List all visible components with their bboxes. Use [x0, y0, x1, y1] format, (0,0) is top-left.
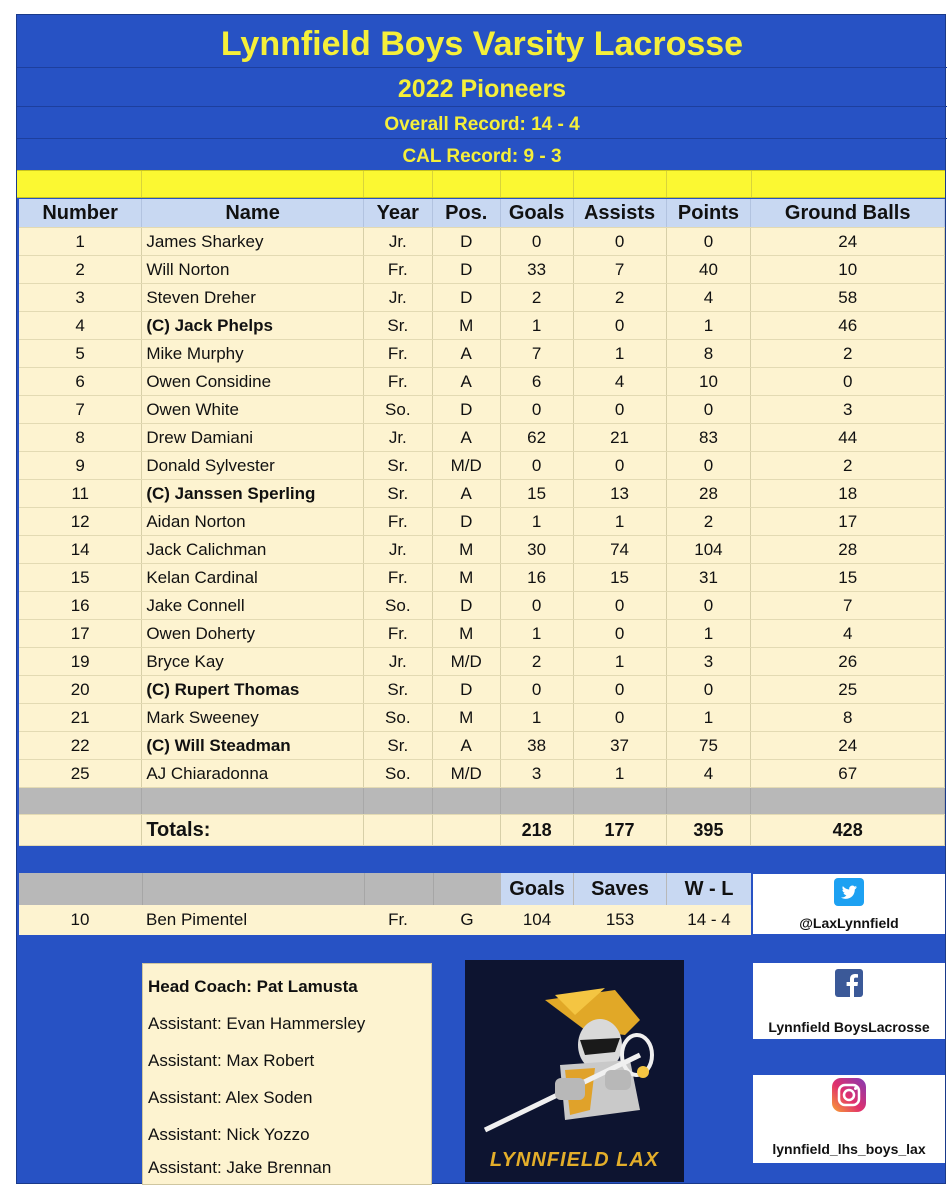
cell-goals: 2	[500, 284, 573, 312]
goalie-number: 10	[70, 910, 90, 929]
table-row	[19, 676, 945, 704]
cell-year: Fr.	[363, 564, 432, 592]
goalie-wl: 14 - 4	[687, 910, 731, 929]
cell-points: 3	[666, 648, 751, 676]
cell-points: 2	[666, 508, 751, 536]
cell-name: Jake Connell	[142, 592, 364, 620]
cell-number: 6	[19, 368, 142, 396]
cell-pos: A	[432, 424, 500, 452]
cell-pos: A	[432, 480, 500, 508]
cell-name: Drew Damiani	[142, 424, 364, 452]
cell-points: 0	[666, 228, 751, 256]
total-goals: 218	[500, 815, 573, 846]
col-header-assists: Assists	[573, 199, 666, 228]
cell-assists: 1	[573, 340, 666, 368]
instagram-handle[interactable]: lynnfield_lhs_boys_lax	[772, 1141, 926, 1157]
divider	[17, 106, 947, 107]
team-logo	[465, 960, 684, 1182]
cell-number: 1	[19, 228, 142, 256]
cell-ground-balls: 24	[751, 732, 945, 760]
roster-table	[19, 199, 945, 846]
cell-pos: M	[432, 620, 500, 648]
cell-points: 4	[666, 760, 751, 788]
cell-assists: 0	[573, 704, 666, 732]
cell-assists: 74	[573, 536, 666, 564]
instagram-icon	[831, 1077, 867, 1113]
pioneer-mascot-icon	[465, 960, 684, 1140]
cell-goals: 1	[500, 508, 573, 536]
table-row	[19, 340, 945, 368]
cell-year: Sr.	[363, 452, 432, 480]
cell-points: 1	[666, 620, 751, 648]
cell-ground-balls: 10	[751, 256, 945, 284]
cell-ground-balls: 26	[751, 648, 945, 676]
cell-ground-balls: 2	[751, 452, 945, 480]
cell-pos: A	[432, 368, 500, 396]
cell-year: Fr.	[363, 508, 432, 536]
col-header-number: Number	[19, 199, 142, 228]
cell-goals: 62	[500, 424, 573, 452]
cell-year: So.	[363, 592, 432, 620]
cell-points: 10	[666, 368, 751, 396]
cell-name: (C) Janssen Sperling	[142, 480, 364, 508]
cell-year: Jr.	[363, 536, 432, 564]
cell-year: Jr.	[363, 228, 432, 256]
cal-record: CAL Record: 9 - 3	[402, 146, 562, 167]
cell-pos: D	[432, 676, 500, 704]
cell-ground-balls: 28	[751, 536, 945, 564]
cell-name: James Sharkey	[142, 228, 364, 256]
twitter-handle[interactable]: @LaxLynnfield	[799, 915, 899, 931]
cell-assists: 0	[573, 312, 666, 340]
cell-points: 75	[666, 732, 751, 760]
logo-text: LYNNFIELD LAX	[489, 1149, 660, 1171]
cell-name: Owen White	[142, 396, 364, 424]
cell-goals: 3	[500, 760, 573, 788]
cell-name: AJ Chiaradonna	[142, 760, 364, 788]
cell-pos: A	[432, 732, 500, 760]
col-header-year: Year	[363, 199, 432, 228]
cell-goals: 38	[500, 732, 573, 760]
table-row	[19, 256, 945, 284]
cell-goals: 2	[500, 648, 573, 676]
cell-name: Bryce Kay	[142, 648, 364, 676]
goalie-name: Ben Pimentel	[146, 910, 248, 929]
goalie-header-wl: W - L	[667, 873, 751, 905]
cell-year: So.	[363, 396, 432, 424]
goalie-year: Fr.	[388, 910, 408, 929]
cell-assists: 7	[573, 256, 666, 284]
table-row	[19, 396, 945, 424]
cell-pos: D	[432, 592, 500, 620]
cell-year: So.	[363, 760, 432, 788]
cell-pos: D	[432, 228, 500, 256]
cell-name: Steven Dreher	[142, 284, 364, 312]
cell-goals: 7	[500, 340, 573, 368]
cell-goals: 30	[500, 536, 573, 564]
goalie-header-saves: Saves	[574, 873, 666, 905]
cell-year: Jr.	[363, 284, 432, 312]
table-row	[19, 452, 945, 480]
page-title: Lynnfield Boys Varsity Lacrosse	[220, 25, 744, 63]
cell-ground-balls: 67	[751, 760, 945, 788]
goalie-saves: 153	[605, 910, 635, 929]
cell-goals: 0	[500, 592, 573, 620]
cell-pos: M/D	[432, 648, 500, 676]
table-row	[19, 424, 945, 452]
cell-points: 1	[666, 704, 751, 732]
cell-number: 16	[19, 592, 142, 620]
cell-number: 14	[19, 536, 142, 564]
table-row	[19, 648, 945, 676]
goalie-goals: 104	[522, 910, 552, 929]
cell-name: Jack Calichman	[142, 536, 364, 564]
cell-points: 0	[666, 592, 751, 620]
cell-pos: M/D	[432, 452, 500, 480]
cell-number: 2	[19, 256, 142, 284]
cell-points: 0	[666, 452, 751, 480]
cell-number: 17	[19, 620, 142, 648]
cell-pos: D	[432, 256, 500, 284]
table-header-row	[19, 199, 945, 228]
cell-name: Kelan Cardinal	[142, 564, 364, 592]
cell-assists: 2	[573, 284, 666, 312]
cell-pos: M	[432, 564, 500, 592]
cell-points: 104	[666, 536, 751, 564]
twitter-icon	[834, 878, 864, 906]
cell-number: 19	[19, 648, 142, 676]
cell-goals: 16	[500, 564, 573, 592]
cell-ground-balls: 7	[751, 592, 945, 620]
cell-pos: M	[432, 704, 500, 732]
cell-pos: A	[432, 340, 500, 368]
cell-assists: 15	[573, 564, 666, 592]
cell-goals: 0	[500, 396, 573, 424]
cell-assists: 0	[573, 228, 666, 256]
cell-ground-balls: 15	[751, 564, 945, 592]
cell-number: 5	[19, 340, 142, 368]
cell-goals: 1	[500, 704, 573, 732]
cell-name: Owen Considine	[142, 368, 364, 396]
cell-number: 8	[19, 424, 142, 452]
cell-goals: 15	[500, 480, 573, 508]
cell-number: 21	[19, 704, 142, 732]
cell-goals: 6	[500, 368, 573, 396]
cell-year: Sr.	[363, 312, 432, 340]
coaches-box	[142, 963, 432, 1185]
table-row	[19, 368, 945, 396]
cell-assists: 0	[573, 396, 666, 424]
facebook-box[interactable]	[753, 963, 945, 1039]
cell-pos: D	[432, 508, 500, 536]
col-header-ground-balls: Ground Balls	[751, 199, 945, 228]
divider	[17, 138, 947, 139]
cell-assists: 37	[573, 732, 666, 760]
cell-ground-balls: 18	[751, 480, 945, 508]
cell-name: Donald Sylvester	[142, 452, 364, 480]
cell-goals: 0	[500, 676, 573, 704]
assistant-coach: Assistant: Evan Hammersley	[148, 1014, 366, 1033]
table-row	[19, 592, 945, 620]
cell-assists: 1	[573, 648, 666, 676]
cell-assists: 0	[573, 676, 666, 704]
assistant-coach: Assistant: Alex Soden	[148, 1088, 313, 1107]
cell-ground-balls: 25	[751, 676, 945, 704]
cell-name: (C) Will Steadman	[142, 732, 364, 760]
cell-name: Owen Doherty	[142, 620, 364, 648]
cell-name: Aidan Norton	[142, 508, 364, 536]
assistant-coach: Assistant: Jake Brennan	[148, 1158, 332, 1177]
cell-year: Jr.	[363, 648, 432, 676]
assistant-coach: Assistant: Max Robert	[148, 1051, 315, 1070]
cell-assists: 1	[573, 508, 666, 536]
cell-goals: 0	[500, 452, 573, 480]
cell-ground-balls: 8	[751, 704, 945, 732]
table-row	[19, 228, 945, 256]
cell-points: 8	[666, 340, 751, 368]
total-label: Totals:	[142, 815, 364, 846]
head-coach: Head Coach: Pat Lamusta	[148, 977, 358, 996]
cell-ground-balls: 4	[751, 620, 945, 648]
cell-name: (C) Jack Phelps	[142, 312, 364, 340]
total-ground-balls: 428	[751, 815, 945, 846]
cell-goals: 33	[500, 256, 573, 284]
cell-ground-balls: 0	[751, 368, 945, 396]
cell-ground-balls: 2	[751, 340, 945, 368]
cell-points: 0	[666, 396, 751, 424]
cell-year: Fr.	[363, 620, 432, 648]
cell-goals: 0	[500, 228, 573, 256]
cell-ground-balls: 44	[751, 424, 945, 452]
cell-year: Sr.	[363, 676, 432, 704]
goalie-position: G	[460, 910, 474, 929]
cell-year: Sr.	[363, 732, 432, 760]
cell-name: Mike Murphy	[142, 340, 364, 368]
cell-year: So.	[363, 704, 432, 732]
cell-ground-balls: 58	[751, 284, 945, 312]
cell-name: (C) Rupert Thomas	[142, 676, 364, 704]
cell-assists: 1	[573, 760, 666, 788]
cell-assists: 21	[573, 424, 666, 452]
total-points: 395	[666, 815, 751, 846]
cell-number: 20	[19, 676, 142, 704]
table-row	[19, 284, 945, 312]
cell-ground-balls: 24	[751, 228, 945, 256]
cell-ground-balls: 3	[751, 396, 945, 424]
overall-record: Overall Record: 14 - 4	[384, 114, 580, 135]
cell-points: 83	[666, 424, 751, 452]
cell-name: Will Norton	[142, 256, 364, 284]
table-row	[19, 508, 945, 536]
col-header-name: Name	[142, 199, 364, 228]
instagram-box[interactable]	[753, 1075, 945, 1163]
assistant-coach: Assistant: Nick Yozzo	[148, 1125, 310, 1144]
cell-number: 9	[19, 452, 142, 480]
cell-number: 11	[19, 480, 142, 508]
table-row	[19, 620, 945, 648]
cell-year: Fr.	[363, 340, 432, 368]
cell-points: 31	[666, 564, 751, 592]
cell-goals: 1	[500, 312, 573, 340]
cell-year: Fr.	[363, 256, 432, 284]
yellow-spacer-row	[17, 170, 945, 198]
cell-name: Mark Sweeney	[142, 704, 364, 732]
cell-year: Fr.	[363, 368, 432, 396]
col-header-points: Points	[666, 199, 751, 228]
spreadsheet	[16, 14, 946, 1184]
cell-points: 0	[666, 676, 751, 704]
cell-number: 4	[19, 312, 142, 340]
season-title: 2022 Pioneers	[397, 75, 567, 103]
cell-number: 12	[19, 508, 142, 536]
cell-pos: M	[432, 536, 500, 564]
cell-number: 22	[19, 732, 142, 760]
table-row	[19, 312, 945, 340]
cell-points: 28	[666, 480, 751, 508]
cell-pos: D	[432, 396, 500, 424]
cell-year: Jr.	[363, 424, 432, 452]
cell-ground-balls: 46	[751, 312, 945, 340]
cell-number: 25	[19, 760, 142, 788]
table-row	[19, 564, 945, 592]
cell-number: 7	[19, 396, 142, 424]
cell-assists: 4	[573, 368, 666, 396]
facebook-icon	[835, 969, 863, 997]
cell-pos: D	[432, 284, 500, 312]
cell-points: 4	[666, 284, 751, 312]
cell-assists: 0	[573, 620, 666, 648]
table-row	[19, 536, 945, 564]
facebook-handle[interactable]: Lynnfield BoysLacrosse	[768, 1019, 930, 1035]
table-row	[19, 732, 945, 760]
cell-pos: M	[432, 312, 500, 340]
total-assists: 177	[573, 815, 666, 846]
cell-year: Sr.	[363, 480, 432, 508]
table-row	[19, 760, 945, 788]
cell-goals: 1	[500, 620, 573, 648]
cell-pos: M/D	[432, 760, 500, 788]
totals-row	[19, 815, 945, 846]
cell-assists: 0	[573, 592, 666, 620]
col-header-goals: Goals	[500, 199, 573, 228]
spacer-row	[19, 788, 945, 815]
cell-points: 1	[666, 312, 751, 340]
cell-assists: 0	[573, 452, 666, 480]
table-row	[19, 704, 945, 732]
divider	[17, 67, 947, 68]
cell-assists: 13	[573, 480, 666, 508]
table-row	[19, 480, 945, 508]
cell-number: 15	[19, 564, 142, 592]
goalie-header-goals: Goals	[501, 873, 573, 905]
col-header-position: Pos.	[432, 199, 500, 228]
cell-number: 3	[19, 284, 142, 312]
cell-points: 40	[666, 256, 751, 284]
twitter-box[interactable]	[753, 874, 945, 934]
cell-ground-balls: 17	[751, 508, 945, 536]
